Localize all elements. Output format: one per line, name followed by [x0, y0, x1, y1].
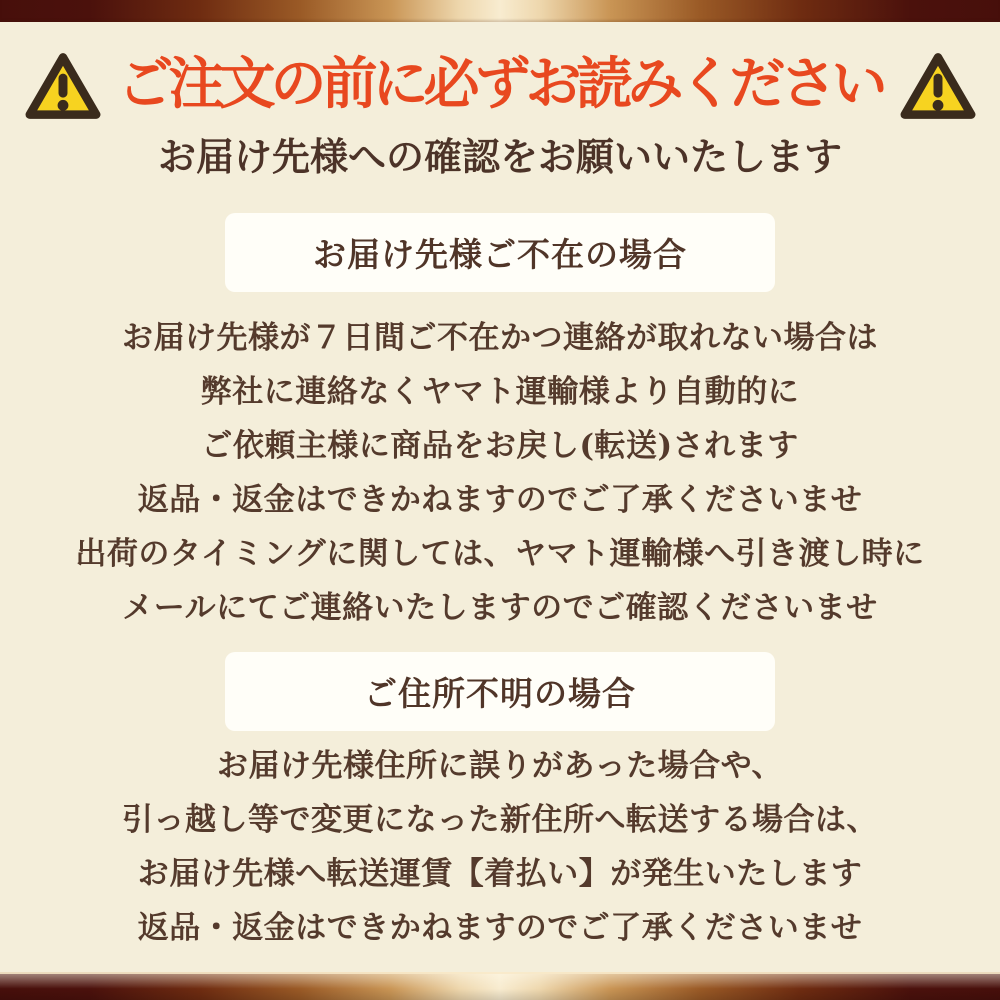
paragraph-absence: [0, 311, 1000, 635]
body-line: 返品・返金はできかねますのでご了承くださいませ: [137, 910, 863, 946]
body-line: お届け先様住所に誤りがあった場合や、: [216, 748, 784, 784]
body-line: 引っ越し等で変更になった新住所へ転送する場合は、: [122, 802, 878, 838]
page-subtitle: お届け先様への確認をお願いいたします: [157, 134, 842, 179]
bottom-border-bar: [0, 972, 1000, 1000]
body-line: メールにてご連絡いたしますのでご確認くださいませ: [122, 590, 878, 626]
body-line: 出荷のタイミングに関しては、ヤマト運輸様へ引き渡し時に: [75, 536, 925, 572]
section-heading-box-address: [225, 652, 775, 731]
body-line: ご依頼主様に商品をお戻し(転送)されます: [201, 428, 799, 464]
section-heading-absence: お届け先様ご不在の場合: [313, 235, 687, 274]
body-line: 弊社に連絡なくヤマト運輸様より自動的に: [200, 374, 800, 410]
section-heading-address: ご住所不明の場合: [364, 674, 636, 713]
page-title: ご注文の前に必ずお読みください: [117, 51, 883, 117]
paragraph-address: [0, 739, 1000, 955]
title-row: [0, 48, 1000, 124]
warning-icon: [899, 52, 977, 120]
section-heading-box-absence: [225, 213, 775, 292]
body-line: 返品・返金はできかねますのでご了承くださいませ: [137, 482, 863, 518]
warning-icon: [24, 52, 102, 120]
top-border-bar: [0, 0, 1000, 22]
body-line: お届け先様へ転送運賃【着払い】が発生いたします: [137, 856, 863, 892]
body-line: お届け先様が７日間ご不在かつ連絡が取れない場合は: [122, 320, 878, 356]
